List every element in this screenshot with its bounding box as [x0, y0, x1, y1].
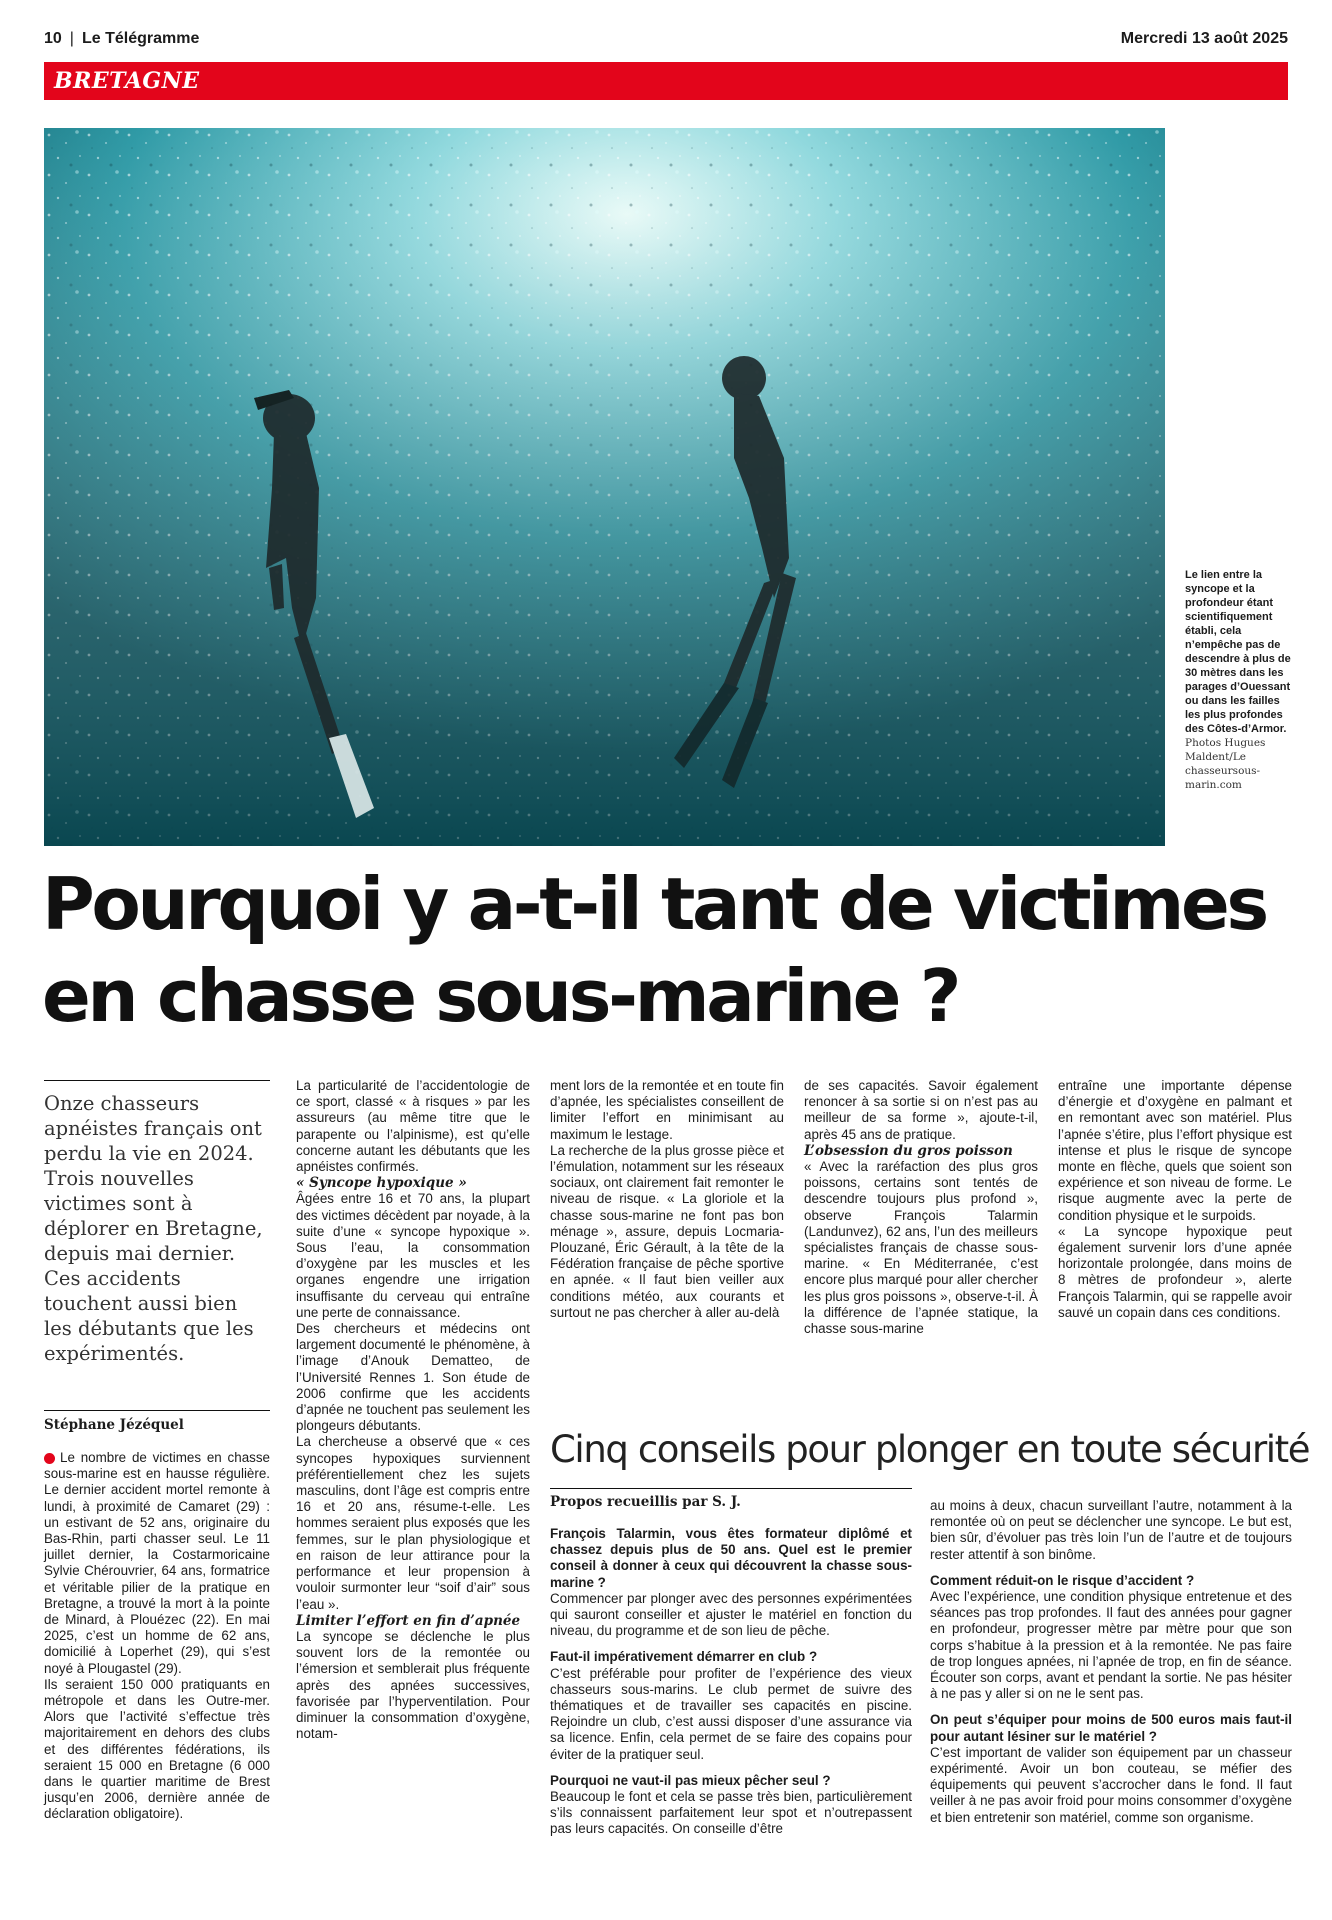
paragraph: Âgées entre 16 et 70 ans, la plupart des victimes décèdent par noyade, à la suite d’une « syncope hypoxique ». Sous l’eau, la consommation d’oxygène par les muscles et les organes engendre une irrigation insuffisante du cerveau qui entraîne une perte de connaissance. [296, 1191, 530, 1320]
article-lede: Onze chasseurs apnéistes français ont perdu la vie en 2024. Trois nouvelles victimes sont à déplorer en Bretagne, depuis mai dernier. Ces accidents touchent aussi bien les débutants que les expérimentés. [44, 1080, 270, 1366]
interview-byline: Propos recueillis par S. J. [550, 1488, 912, 1510]
bullet-icon [44, 1453, 55, 1464]
article-column-5 [1058, 1078, 1292, 1321]
subheading: « Syncope hypoxique » [296, 1175, 467, 1192]
page-folio [44, 30, 199, 48]
article-headline [42, 858, 1302, 1042]
interview-column-2 [930, 1498, 1292, 1826]
interview-answer: au moins à deux, chacun surveillant l’autre, notamment à la remontée où on peut se déclencher une syncope. Le but est, bien sûr, d’évoluer pas très loin l’un de l’autre et de toujours rester attentif à son binôme. [930, 1498, 1292, 1562]
article-column-3 [550, 1078, 784, 1321]
article-column-4 [804, 1078, 1038, 1337]
section-banner [44, 62, 1288, 100]
issue-date: Mercredi 13 août 2025 [1120, 30, 1288, 47]
paragraph: La recherche de la plus grosse pièce et l’émulation, notamment sur les réseaux sociaux, ont clairement fait remonter le niveau de risque. « La gloriole et la chasse sous-marine ne font pas bon ménage », assure, depuis Locmaria-Plouzané, Éric Gérault, à la tête de la Fédération française de pêche sportive en apnée. « Il faut bien veiller aux conditions météo, aux courants et surtout ne pas chercher à aller au-delà [550, 1142, 784, 1320]
article-column-2 [296, 1078, 530, 1742]
subheading: L’obsession du gros poisson [804, 1142, 1013, 1159]
paragraph: La particularité de l’accidentologie de ce sport, classé « à risques » par les assureurs (au même titre que le parapente ou l’alpinisme), est qu’elle concerne autant les débutants que les apnéistes confirmés. [296, 1078, 530, 1175]
author-byline: Stéphane Jézéquel [44, 1410, 270, 1433]
interview-answer: C’est préférable pour profiter de l’expérience des vieux chasseurs sous-marins. Le club permet de suivre des thématiques et de travailler ses capacités en piscine. Rejoindre un club, c’est aussi disposer d’une assurance via sa licence. Enfin, cela permet de se faire des copains pour éviter de la pratiquer seul. [550, 1665, 912, 1762]
underwater-divers-image [44, 128, 1165, 846]
subheading: Limiter l’effort en fin d’apnée [296, 1612, 521, 1629]
interview-answer: Commencer par plonger avec des personnes expérimentées qui sauront conseiller et ajuster le matériel en fonction du niveau, du programme et de son lieu de pêche. [550, 1590, 912, 1639]
interview-question: Comment réduit-on le risque d’accident ? [930, 1572, 1195, 1588]
interview-answer: Avec l’expérience, une condition physique entretenue et des séances pas trop profondes. Il faut des années pour gagner en profondeur, progresser mètre par mètre pour que son corps s’habitue à la pression et à la remontée. Ne pas faire de trop longues apnées, ni l’apnée de trop, en fin de séance. Écouter son corps, avant et pendant la sortie. Ne pas hésiter à ne pas y aller si on ne le sent pas. [930, 1589, 1292, 1702]
folio-separator: | [69, 30, 74, 47]
paragraph: de ses capacités. Savoir également renoncer à sa sortie si on n’est pas au meilleur de sa forme », ajoute-t-il, après 45 ans de pratique. [804, 1078, 1038, 1142]
interview-question: Pourquoi ne vaut-il pas mieux pêcher seul ? [550, 1772, 831, 1788]
paragraph: La syncope se déclenche le plus souvent lors de la remontée ou l’émersion et semblerait plus fréquente après des apnées successives, favorisée par l’hyperventilation. Pour diminuer la consommation d’oxygène, notam- [296, 1628, 530, 1742]
paragraph: ment lors de la remontée et en toute fin d’apnée, les spécialistes conseillent de limiter l’effort en minimisant au maximum le lestage. [550, 1078, 784, 1142]
interview-answer: C’est important de valider son équipement par un chasseur expérimenté. Avoir un bon couteau, se méfier des équipements qui peuvent s’accrocher dans le fond. Il faut veiller à ne pas avoir froid pour moins consommer d’oxygène et bien entretenir son matériel, comme son organisme. [930, 1744, 1292, 1825]
article-photo [44, 128, 1165, 846]
paragraph: « La syncope hypoxique peut également survenir lors d’une apnée horizontale prolongée, dans moins de 8 mètres de profondeur », alerte François Talarmin, qui se rappelle avoir sauvé un copain dans ces conditions. [1058, 1223, 1292, 1320]
paragraph: « Avec la raréfaction des plus gros poissons, certains sont tentés de descendre toujours plus profond », observe François Talarmin (Landunvez), 62 ans, l’un des meilleurs spécialistes français de chasse sous-marine. « En Méditerranée, c’est encore plus marqué pour aller chercher les plus gros poissons », observe-t-il. À la différence de l’apnée statique, la chasse sous-marine [804, 1159, 1038, 1337]
paragraph [44, 1450, 270, 1677]
photo-caption [1185, 568, 1297, 792]
paragraph: entraîne une importante dépense d’énergie et d’oxygène en palmant et en remontant avec son matériel. Plus l’apnée s’étire, plus l’effort physique est intense et plus le risque de syncope monte en flèche, quels que soient son expérience et son niveau de forme. Le risque augmente avec la perte de condition physique et le surpoids. [1058, 1078, 1292, 1223]
newspaper-name: Le Télégramme [81, 30, 200, 47]
interview-question: Faut-il impérativement démarrer en club ? [550, 1649, 818, 1665]
caption-text: Le lien entre la syncope et la profondeur étant scientifiquement établi, cela n’empêche pas de descendre à plus de 30 mètres dans les parages d’Ouessant ou dans les failles les plus profondes des Côtes-d’Armor. [1185, 569, 1291, 735]
paragraph-text: Le nombre de victimes en chasse sous-marine est en hausse régulière. Le dernier accident mortel remonte à lundi, à proximité de Camaret (29) : un estivant de 52 ans, originaire du Bas-Rhin, parti chasser seul. Le 11 juillet dernier, la Costarmoricaine Sylvie Chérouvrier, 64 ans, formatrice et véritable pilier de la pratique en Bretagne, a trouvé la mort à la pointe de Minard, à Plouézec (22). En mai 2025, c’est un homme de 62 ans, domicilié à Loperhet (29), qui s’est noyé à Plougastel (29). [44, 1450, 270, 1676]
article-column-1 [44, 1450, 270, 1823]
section-label: BRETAGNE [54, 68, 200, 94]
interview-question: On peut s’équiper pour moins de 500 euros mais faut-il pour autant lésiner sur le matériel ? [930, 1712, 1292, 1744]
paragraph: La chercheuse a observé que « ces syncopes hypoxiques surviennent préférentiellement chez les sujets masculins, dont l’âge est compris entre 16 et 20 ans, résume-t-elle. Les hommes seraient plus exposés que les femmes, sur le plan physiologique et en raison de leur attirance pour la performance et leur propension à vouloir surmonter leur “soif d’air” sous l’eau ». [296, 1434, 530, 1612]
interview-column-1 [550, 1526, 912, 1838]
headline-line-2: en chasse sous-marine ? [42, 954, 959, 1038]
interview-title: Cinq conseils pour plonger en toute sécurité [550, 1428, 1310, 1471]
paragraph: Des chercheurs et médecins ont largement documenté le phénomène, à l’image d’Anouk Dematteo, de l’Université Rennes 1. Son étude de 2006 confirme que les accidents d’apnée ne touchent pas seulement les plongeurs débutants. [296, 1321, 530, 1434]
photo-credit: Photos Hugues Maldent/Le chasseursous-marin.com [1185, 737, 1266, 791]
headline-line-1: Pourquoi y a-t-il tant de victimes [42, 862, 1266, 946]
paragraph: Ils seraient 150 000 pratiquants en métropole et dans les Outre-mer. Alors que l’activité s’effectue très majoritairement en dehors des clubs et des différentes fédérations, ils seraient 15 000 en Bretagne (6 000 dans le quartier maritime de Brest jusqu’en 2006, dernière année de déclaration obligatoire). [44, 1676, 270, 1822]
interview-question: François Talarmin, vous êtes formateur diplômé et chassez depuis plus de 50 ans. Quel est le premier conseil à donner à ceux qui découvrent la chasse sous-marine ? [550, 1526, 912, 1590]
interview-answer: Beaucoup le font et cela se passe très bien, particulièrement s’ils connaissent parfaitement leur spot et n’outrepassent pas leurs capacités. On conseille d’être [550, 1789, 912, 1837]
page-number: 10 [44, 30, 62, 47]
